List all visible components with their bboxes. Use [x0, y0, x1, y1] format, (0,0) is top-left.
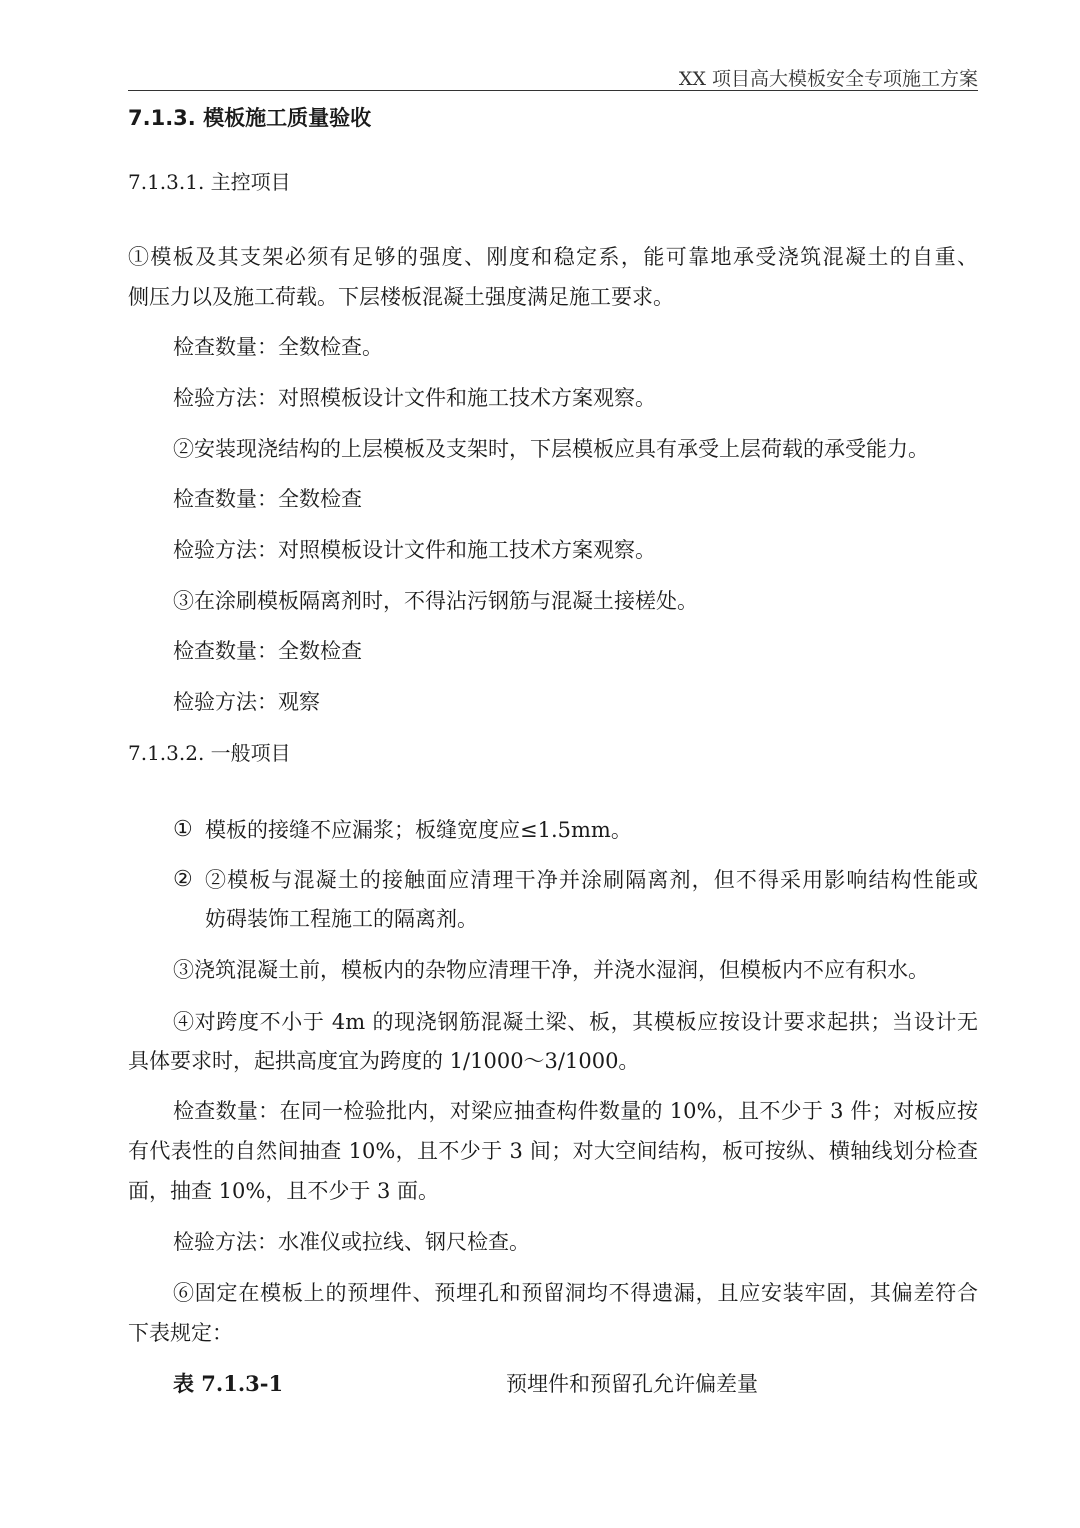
general-item2-line2: 妨碍装饰工程施工的隔离剂。	[205, 907, 478, 931]
main-item3-check-method: 检验方法：观察	[173, 690, 320, 714]
main-item2-check-method: 检验方法：对照模板设计文件和施工技术方案观察。	[173, 538, 656, 562]
general-item6-line2: 下表规定：	[128, 1321, 233, 1345]
general-item1-text: 模板的接缝不应漏浆；板缝宽度应≤1.5mm。	[205, 818, 632, 842]
general-check-qty-line1: 检查数量：在同一检验批内，对梁应抽查构件数量的 10%，且不少于 3 件；对板应按	[173, 1099, 978, 1123]
main-item1-check-method: 检验方法：对照模板设计文件和施工技术方案观察。	[173, 386, 656, 410]
main-item1-line1: ①模板及其支架必须有足够的强度、刚度和稳定系，能可靠地承受浇筑混凝土的自重、	[128, 245, 978, 269]
main-item1-line2: 侧压力以及施工荷载。下层楼板混凝土强度满足施工要求。	[128, 285, 674, 309]
main-item2-check-qty: 检查数量：全数检查	[173, 487, 362, 511]
general-check-qty-line3: 面，抽查 10%，且不少于 3 面。	[128, 1179, 440, 1203]
general-item2-marker: ②	[173, 867, 193, 892]
table-caption-label: 表 7.1.3-1	[173, 1371, 284, 1396]
general-item4-line1: ④对跨度不小于 4m 的现浇钢筋混凝土梁、板，其模板应按设计要求起拱；当设计无	[173, 1010, 978, 1034]
general-item2-line1: ②模板与混凝土的接触面应清理干净并涂刷隔离剂，但不得采用影响结构性能或	[205, 868, 978, 892]
table-caption-title: 预埋件和预留孔允许偏差量	[506, 1372, 758, 1396]
main-item3-check-qty: 检查数量：全数检查	[173, 639, 362, 663]
general-item6-line1: ⑥固定在模板上的预埋件、预埋孔和预留洞均不得遗漏，且应安装牢固，其偏差符合	[173, 1281, 978, 1305]
header-divider	[128, 90, 978, 91]
main-item2-line1: ②安装现浇结构的上层模板及支架时，下层模板应具有承受上层荷载的承受能力。	[173, 437, 929, 461]
section-heading	[128, 104, 371, 132]
general-check-qty-line2: 有代表性的自然间抽查 10%，且不少于 3 间；对大空间结构，板可按纵、横轴线划分检查	[128, 1139, 978, 1163]
section-title: 模板施工质量验收	[203, 106, 372, 130]
main-control-heading: 7.1.3.1. 主控项目	[128, 170, 291, 194]
general-check-method: 检验方法：水准仪或拉线、钢尺检查。	[173, 1230, 530, 1254]
section-number: 7.1.3.	[128, 106, 196, 130]
general-heading: 7.1.3.2. 一般项目	[128, 741, 291, 765]
general-item1-marker: ①	[173, 817, 193, 842]
main-item1-check-qty: 检查数量：全数检查。	[173, 335, 383, 359]
general-item4-line2: 具体要求时，起拱高度宜为跨度的 1/1000～3/1000。	[128, 1049, 640, 1073]
page-header-title: XX 项目高大模板安全专项施工方案	[678, 68, 978, 90]
main-item3-line1: ③在涂刷模板隔离剂时，不得沾污钢筋与混凝土接槎处。	[173, 589, 698, 613]
general-item3-line1: ③浇筑混凝土前，模板内的杂物应清理干净，并浇水湿润，但模板内不应有积水。	[173, 958, 929, 982]
